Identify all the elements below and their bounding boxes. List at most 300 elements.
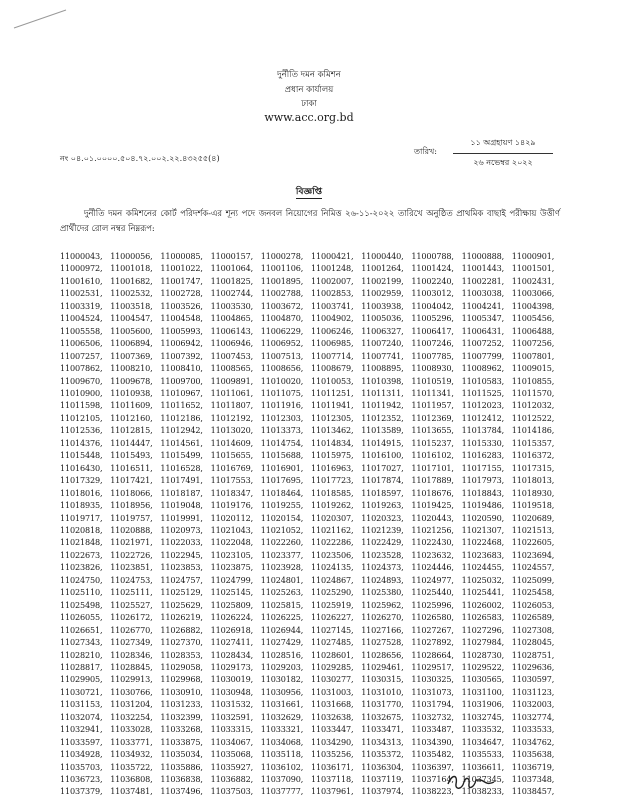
roll-number: 11026918, [210, 624, 254, 635]
roll-number: 11023694, [511, 549, 555, 560]
roll-number: 11035703, [60, 761, 103, 772]
roll-number: 11035927, [210, 761, 254, 772]
roll-number: 11000788, [411, 251, 454, 261]
roll-number: 11031233, [160, 699, 203, 710]
roll-number: 11018066, [110, 487, 153, 498]
roll-number: 11015499, [160, 450, 203, 461]
roll-number: 11027411, [210, 637, 254, 648]
roll-number: 11018930, [511, 487, 555, 498]
roll-number: 11016769, [210, 462, 254, 473]
roll-number: 11031204, [110, 699, 153, 710]
roll-number: 11031906, [461, 699, 505, 710]
roll-number: 11028751, [511, 649, 555, 660]
roll-number: 11019486, [461, 500, 505, 511]
roll-number: 11028353, [160, 649, 203, 660]
roll-number: 11034647, [461, 736, 505, 747]
roll-number: 11017329, [60, 475, 103, 486]
roll-number: 11000085, [160, 251, 203, 261]
roll-number: 11008679, [311, 363, 354, 374]
roll-number: 11016430, [60, 462, 103, 473]
roll-number: 11032732, [411, 711, 454, 722]
roll-number: 11000421, [311, 251, 354, 261]
roll-number: 11030565, [461, 674, 505, 685]
roll-number: 11029968, [160, 674, 203, 685]
roll-number: 11037503, [210, 786, 254, 797]
roll-number: 11001682, [110, 275, 153, 286]
roll-number: 11024557, [511, 562, 555, 573]
roll-number: 11026055, [60, 612, 103, 623]
roll-number: 11011916, [260, 400, 304, 411]
roll-number: 11013589, [361, 425, 404, 436]
roll-number: 11022260, [260, 537, 304, 548]
roll-number: 11015493, [110, 450, 153, 461]
roll-number: 11005558, [60, 325, 103, 336]
roll-number: 11004548, [160, 313, 203, 324]
roll-number: 11031668, [311, 699, 354, 710]
roll-number: 11003530, [210, 300, 254, 311]
roll-number: 11002853, [311, 288, 354, 299]
roll-number: 11021256, [411, 524, 454, 535]
roll-number: 11020818, [60, 524, 103, 535]
roll-number: 11035372, [361, 749, 404, 760]
roll-number: 11021043, [210, 524, 254, 535]
roll-number: 11037496, [160, 786, 203, 797]
roll-number: 11015688, [260, 450, 304, 461]
roll-number: 11007785, [411, 350, 454, 361]
roll-number: 11005456, [511, 313, 555, 324]
roll-number: 11029173, [210, 661, 254, 672]
roll-number: 11026224, [210, 612, 254, 623]
roll-number: 11006246, [311, 325, 354, 336]
roll-number: 11014447, [110, 437, 153, 448]
roll-number: 11007801, [511, 350, 555, 361]
roll-number: 11011598, [60, 400, 103, 411]
roll-number: 11026172, [110, 612, 153, 623]
roll-number: 11026227, [311, 612, 354, 623]
roll-number: 11027343, [60, 637, 103, 648]
roll-number: 11000278, [260, 251, 304, 261]
roll-number: 11016372, [511, 450, 555, 461]
roll-number: 11026589, [511, 612, 555, 623]
roll-number: 11010938, [110, 387, 153, 398]
roll-number: 11012815, [110, 425, 153, 436]
roll-number: 11029517, [411, 661, 454, 672]
roll-number: 11017889, [411, 475, 454, 486]
roll-number: 11013020, [210, 425, 254, 436]
roll-number: 11026580, [411, 612, 454, 623]
roll-number: 11027166, [361, 624, 404, 635]
roll-number: 11031010, [361, 686, 404, 697]
roll-number: 11024373, [361, 562, 404, 573]
roll-number: 11019176, [210, 500, 254, 511]
roll-number: 11020323, [361, 512, 404, 523]
roll-number: 11012522, [511, 412, 555, 423]
roll-number: 11017874, [361, 475, 404, 486]
roll-number: 11028601, [311, 649, 354, 660]
roll-number: 11034932, [110, 749, 153, 760]
roll-number: 11015237, [411, 437, 454, 448]
roll-number: 11020888, [110, 524, 153, 535]
roll-number: 11002532, [110, 288, 153, 299]
roll-number: 11013373, [260, 425, 304, 436]
roll-number: 11025032, [461, 574, 505, 585]
roll-number: 11007257, [60, 350, 103, 361]
roll-number: 11027296, [461, 624, 505, 635]
roll-number: 11032941, [60, 724, 103, 735]
roll-number: 11008962, [461, 363, 505, 374]
roll-number: 11022048, [210, 537, 254, 548]
roll-number: 11010855, [511, 375, 555, 386]
roll-number: 11036723, [60, 774, 103, 785]
roll-number: 11026944, [260, 624, 304, 635]
roll-number: 11025498, [60, 599, 103, 610]
roll-number: 11027528, [361, 637, 404, 648]
roll-number: 11016528, [160, 462, 203, 473]
roll-number: 11004042, [411, 300, 454, 311]
roll-number: 11034068, [260, 736, 304, 747]
roll-number: 11007252, [461, 338, 505, 349]
roll-number: 11031532, [210, 699, 254, 710]
roll-number: 11014834, [311, 437, 354, 448]
roll-number: 11036397, [411, 761, 454, 772]
roll-number: 11032675, [361, 711, 404, 722]
roll-number: 11019255, [260, 500, 304, 511]
roll-number: 11009678, [110, 375, 153, 386]
roll-number: 11002431, [511, 275, 555, 286]
roll-number: 11003518, [110, 300, 153, 311]
roll-number: 11033315, [210, 724, 254, 735]
roll-number: 11034313, [361, 736, 404, 747]
roll-number: 11030182, [260, 674, 304, 685]
roll-number: 11008410, [160, 363, 203, 374]
roll-number: 11024867, [311, 574, 354, 585]
roll-number: 11001747, [160, 275, 203, 286]
roll-number: 11029058, [160, 661, 203, 672]
roll-number: 11023528, [361, 549, 404, 560]
roll-number: 11026053, [511, 599, 555, 610]
roll-number: 11025099, [511, 574, 555, 585]
roll-number: 11030948, [210, 686, 254, 697]
roll-number: 11015448, [60, 450, 103, 461]
roll-number: 11029203, [260, 661, 304, 672]
roll-number: 11014186, [511, 425, 555, 436]
roll-number: 11007392, [160, 350, 203, 361]
roll-number: 11010020, [260, 375, 304, 386]
roll-number: 11037974, [361, 786, 404, 797]
roll-number: 11001825, [210, 275, 254, 286]
roll-number: 11006985, [311, 338, 354, 349]
roll-number: 11025815, [260, 599, 304, 610]
roll-number: 11015330, [461, 437, 505, 448]
roll-number: 11012303, [260, 412, 304, 423]
website-link[interactable]: www.acc.org.bd [264, 111, 354, 124]
roll-number: 11011570, [511, 387, 555, 398]
roll-number: 11005600, [110, 325, 153, 336]
roll-number: 11011525, [461, 387, 505, 398]
roll-number: 11036611, [461, 761, 505, 772]
roll-number: 11006327, [361, 325, 404, 336]
roll-number: 11017491, [160, 475, 203, 486]
date-box [453, 137, 553, 170]
roll-number: 11028434, [210, 649, 254, 660]
roll-number: 11018585, [311, 487, 354, 498]
roll-number: 11012305, [311, 412, 354, 423]
roll-number: 11012942, [160, 425, 203, 436]
roll-number: 11001106, [260, 263, 304, 274]
roll-number: 11016901, [260, 462, 304, 473]
roll-number: 11004870, [260, 313, 304, 324]
roll-number: 11027370, [160, 637, 203, 648]
roll-number: 11011311, [361, 387, 404, 398]
roll-number: 11020307, [311, 512, 354, 523]
roll-number: 11033771, [110, 736, 153, 747]
roll-number: 11033875, [160, 736, 203, 747]
roll-number: 11037119, [361, 774, 404, 785]
roll-number: 11032399, [160, 711, 203, 722]
roll-number: 11001264, [361, 263, 404, 274]
roll-number: 11011251, [311, 387, 354, 398]
roll-number: 11000157, [210, 251, 254, 261]
roll-number: 11002281, [461, 275, 505, 286]
roll-number: 11033028, [110, 724, 153, 735]
roll-number: 11017101, [411, 462, 454, 473]
roll-number: 11028045, [511, 637, 555, 648]
roll-number: 11002728, [160, 288, 203, 299]
roll-number: 11027308, [511, 624, 555, 635]
roll-number: 11011652, [160, 400, 203, 411]
roll-number: 11032638, [311, 711, 354, 722]
roll-number: 11031153, [60, 699, 103, 710]
roll-number: 11018464, [260, 487, 304, 498]
roll-number: 11031770, [361, 699, 404, 710]
roll-number: 11008930, [411, 363, 454, 374]
roll-number: 11010583, [461, 375, 505, 386]
roll-number: 11035638, [511, 749, 555, 760]
roll-number: 11003741, [311, 300, 354, 311]
roll-number: 11012105, [60, 412, 103, 423]
roll-number: 11007256, [511, 338, 555, 349]
roll-number: 11001064, [210, 263, 254, 274]
roll-number: 11021971, [110, 537, 153, 548]
roll-number: 11024757, [160, 574, 203, 585]
roll-number: 11003038, [461, 288, 505, 299]
roll-number: 11028346, [110, 649, 153, 660]
roll-number: 11011341, [411, 387, 454, 398]
roll-number: 11003672, [260, 300, 304, 311]
roll-number: 11000972, [60, 263, 103, 274]
roll-number: 11025145, [210, 587, 254, 598]
roll-number: 11037164, [411, 774, 454, 785]
roll-number: 11023506, [311, 549, 354, 560]
roll-number: 11023928, [260, 562, 304, 573]
roll-number: 11025809, [210, 599, 254, 610]
notice-body: দুর্নীতি দমন কমিশনের কোর্ট পরিদর্শক-এর শূন্য পদে জনবল নিয়োগের নিমিত্ত ২৬-১১-২০২২ তারিখে অনুষ্ঠিত প্রাথমিক বাছাই পরীক্ষায় উত্তীর্ণ প্রার্থীদের রোল নম্বর নিম্নরূপ: [60, 208, 560, 233]
roll-number: 11036171, [311, 761, 354, 772]
roll-number: 11031100, [461, 686, 505, 697]
roll-number: 11031794, [411, 699, 454, 710]
roll-number: 11032745, [461, 711, 505, 722]
roll-number: 11036808, [110, 774, 153, 785]
roll-number: 11018347, [210, 487, 254, 498]
roll-number: 11017695, [260, 475, 304, 486]
roll-number: 11032254, [110, 711, 153, 722]
roll-number: 11000440, [361, 251, 404, 261]
roll-number: 11003526, [160, 300, 203, 311]
roll-number: 11023377, [260, 549, 304, 560]
roll-number: 11008565, [210, 363, 254, 374]
roll-number: 11016102, [411, 450, 454, 461]
roll-number: 11019717, [60, 512, 103, 523]
roll-number: 11005036, [361, 313, 404, 324]
roll-number: 11014609, [210, 437, 254, 448]
roll-number: 11015357, [511, 437, 555, 448]
roll-number: 11032774, [511, 711, 555, 722]
roll-number: 11016511, [110, 462, 153, 473]
roll-number: 11024977, [411, 574, 454, 585]
roll-number: 11033532, [461, 724, 505, 735]
roll-number: 11002788, [260, 288, 304, 299]
memo-number: নং ০৪.০১.০০০০.৫০৪.৭২.০০২.২২.৪৩২৫৫(৪) [60, 154, 220, 163]
roll-number: 11000901, [511, 251, 555, 261]
roll-number: 11011941, [311, 400, 354, 411]
roll-number: 11017973, [461, 475, 505, 486]
roll-number: 11004398, [511, 300, 555, 311]
roll-number: 11024135, [311, 562, 354, 573]
roll-number: 11029913, [110, 674, 153, 685]
roll-number: 11036304, [361, 761, 404, 772]
roll-number: 11025290, [311, 587, 354, 598]
roll-number: 11033597, [60, 736, 103, 747]
roll-number: 11029905, [60, 674, 103, 685]
date-gregorian: ২৬ নভেম্বর ২০২২ [473, 158, 533, 167]
roll-number: 11006488, [511, 325, 555, 336]
roll-number: 11007240, [361, 338, 404, 349]
roll-number: 11027485, [311, 637, 354, 648]
roll-number: 11010519, [411, 375, 454, 386]
roll-number: 11037118, [311, 774, 354, 785]
roll-number: 11006431, [461, 325, 505, 336]
roll-number: 11027892, [411, 637, 454, 648]
roll-number: 11007369, [110, 350, 153, 361]
roll-number: 11012023, [461, 400, 505, 411]
roll-number: 11014754, [260, 437, 304, 448]
roll-number: 11006143, [210, 325, 254, 336]
roll-number: 11024455, [461, 562, 505, 573]
roll-number: 11031073, [411, 686, 454, 697]
roll-number: 11025110, [60, 587, 103, 598]
roll-number: 11008210, [110, 363, 153, 374]
roll-number: 11002959, [361, 288, 404, 299]
roll-number: 11033321, [260, 724, 304, 735]
roll-number: 11018676, [411, 487, 454, 498]
roll-number: 11035118, [260, 749, 304, 760]
roll-number: 11006506, [60, 338, 103, 349]
roll-number: 11021307, [461, 524, 505, 535]
roll-number: 11037345, [461, 774, 505, 785]
roll-number: 11003319, [60, 300, 103, 311]
roll-number: 11014915, [361, 437, 404, 448]
roll-number: 11006417, [411, 325, 454, 336]
roll-number: 11032591, [210, 711, 254, 722]
roll-number: 11023632, [411, 549, 454, 560]
roll-number: 11016283, [461, 450, 505, 461]
roll-number: 11021052, [260, 524, 304, 535]
roll-number: 11017723, [311, 475, 354, 486]
roll-number: 11024446, [411, 562, 454, 573]
roll-number: 11011609, [110, 400, 153, 411]
roll-number: 11002199, [361, 275, 404, 286]
roll-number: 11033447, [311, 724, 354, 735]
roll-number: 11001018, [110, 263, 153, 274]
roll-number: 11028845, [110, 661, 153, 672]
roll-number: 11019757, [110, 512, 153, 523]
roll-number: 11035068, [210, 749, 254, 760]
roll-number: 11018013, [511, 475, 555, 486]
roll-number: 11006952, [260, 338, 304, 349]
roll-number: 11014561, [160, 437, 203, 448]
roll-number: 11017315, [511, 462, 555, 473]
roll-number: 11035256, [311, 749, 354, 760]
roll-number: 11004524, [60, 313, 103, 324]
roll-number: 11028516, [260, 649, 304, 660]
roll-number: 11009700, [160, 375, 203, 386]
roll-number: 11009015, [511, 363, 555, 374]
roll-number: 11030721, [60, 686, 103, 697]
roll-number: 11015975, [311, 450, 354, 461]
roll-number: 11037777, [260, 786, 304, 797]
roll-number: 11026770, [110, 624, 153, 635]
city-name: ঢাকা [301, 99, 317, 109]
roll-number: 11018956, [110, 500, 153, 511]
roll-number: 11020689, [511, 512, 555, 523]
roll-number: 11018187, [160, 487, 203, 498]
roll-number: 11012032, [511, 400, 555, 411]
roll-number: 11036882, [210, 774, 254, 785]
roll-number: 11007862, [60, 363, 103, 374]
roll-number: 11010053, [311, 375, 354, 386]
roll-number: 11000888, [461, 251, 505, 261]
roll-number: 11030766, [110, 686, 153, 697]
roll-number: 11033471, [361, 724, 404, 735]
roll-number: 11021848, [60, 537, 103, 548]
roll-number: 11037961, [311, 786, 354, 797]
roll-number: 11030277, [311, 674, 354, 685]
office-name: প্রধান কার্যালয় [284, 85, 334, 95]
roll-number: 11010967, [160, 387, 203, 398]
roll-number: 11025962, [361, 599, 404, 610]
roll-number: 11026002, [461, 599, 505, 610]
roll-number: 11024801, [260, 574, 304, 585]
roll-number: 11008656, [260, 363, 304, 374]
roll-number: 11004902, [311, 313, 354, 324]
roll-number: 11011942, [361, 400, 404, 411]
roll-number: 11038457, [511, 786, 555, 797]
roll-number: 11019518, [511, 500, 555, 511]
roll-number: 11028730, [461, 649, 505, 660]
roll-number: 11012192, [210, 412, 254, 423]
roll-number: 11028656, [361, 649, 404, 660]
roll-number: 11015655, [210, 450, 254, 461]
roll-number: 11023683, [461, 549, 505, 560]
roll-number: 11038233, [461, 786, 505, 797]
roll-number: 11004865, [210, 313, 254, 324]
roll-number: 11035722, [110, 761, 153, 772]
roll-number: 11036719, [511, 761, 555, 772]
roll-number: 11018935, [60, 500, 103, 511]
date-label: তারিখ: [414, 147, 437, 156]
roll-number: 11005347, [461, 313, 505, 324]
roll-number: 11001501, [511, 263, 555, 274]
